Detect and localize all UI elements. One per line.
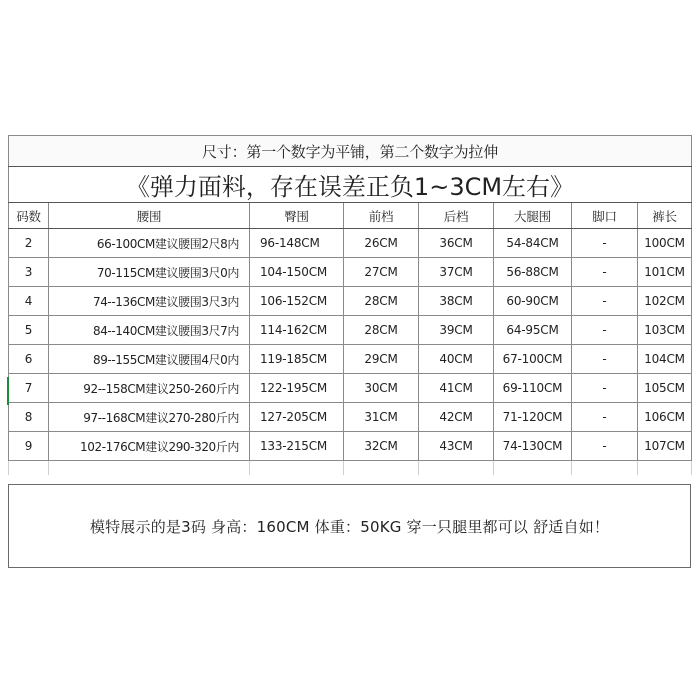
cell-back-rise: 43CM [419, 432, 494, 461]
cell-hem: - [572, 258, 638, 287]
header-size-code: 码数 [9, 203, 49, 229]
cell-length: 100CM [638, 229, 692, 258]
cell-back-rise: 40CM [419, 345, 494, 374]
cell-back-rise: 41CM [419, 374, 494, 403]
cell-front-rise: 29CM [344, 345, 419, 374]
cell-waist: 74--136CM建议腰围3尺3内 [49, 287, 250, 316]
cell-front-rise: 28CM [344, 287, 419, 316]
cell-back-rise: 42CM [419, 403, 494, 432]
header-hip: 臀围 [250, 203, 344, 229]
cell-hip: 133-215CM [250, 432, 344, 461]
table-row [9, 316, 692, 345]
header-hem: 脚口 [572, 203, 638, 229]
cell-selection-marker [7, 377, 9, 405]
cell-thigh: 69-110CM [494, 374, 572, 403]
cell-back-rise: 37CM [419, 258, 494, 287]
cell-hip: 106-152CM [250, 287, 344, 316]
cell-thigh: 64-95CM [494, 316, 572, 345]
cell-length: 103CM [638, 316, 692, 345]
cell-thigh: 74-130CM [494, 432, 572, 461]
cell-thigh: 67-100CM [494, 345, 572, 374]
cell-front-rise: 30CM [344, 374, 419, 403]
cell-hip: 127-205CM [250, 403, 344, 432]
cell-back-rise: 36CM [419, 229, 494, 258]
cell-front-rise: 27CM [344, 258, 419, 287]
cell-length: 107CM [638, 432, 692, 461]
size-chart [8, 135, 691, 475]
cell-length: 102CM [638, 287, 692, 316]
header-back-rise: 后档 [419, 203, 494, 229]
cell-size-code: 8 [9, 403, 49, 432]
cell-waist: 89--155CM建议腰围4尺0内 [49, 345, 250, 374]
cell-waist: 97--168CM建议270-280斤内 [49, 403, 250, 432]
cell-thigh: 54-84CM [494, 229, 572, 258]
size-note-title: 尺寸：第一个数字为平铺，第二个数字为拉伸 [9, 136, 692, 167]
cell-length: 106CM [638, 403, 692, 432]
table-row [9, 374, 692, 403]
cell-size-code: 3 [9, 258, 49, 287]
spacer-cell [638, 461, 692, 476]
cell-thigh: 71-120CM [494, 403, 572, 432]
spacer-row [9, 461, 692, 476]
cell-front-rise: 28CM [344, 316, 419, 345]
cell-thigh: 56-88CM [494, 258, 572, 287]
cell-front-rise: 31CM [344, 403, 419, 432]
cell-hem: - [572, 316, 638, 345]
header-thigh: 大腿围 [494, 203, 572, 229]
cell-hip: 104-150CM [250, 258, 344, 287]
cell-waist: 70-115CM建议腰围3尺0内 [49, 258, 250, 287]
header-length: 裤长 [638, 203, 692, 229]
cell-size-code: 7 [9, 374, 49, 403]
table-row [9, 432, 692, 461]
cell-waist: 92--158CM建议250-260斤内 [49, 374, 250, 403]
cell-front-rise: 26CM [344, 229, 419, 258]
cell-hip: 114-162CM [250, 316, 344, 345]
spacer-cell [419, 461, 494, 476]
cell-front-rise: 32CM [344, 432, 419, 461]
spacer-cell [49, 461, 250, 476]
cell-hem: - [572, 229, 638, 258]
cell-size-code: 5 [9, 316, 49, 345]
spacer-cell [572, 461, 638, 476]
cell-size-code: 6 [9, 345, 49, 374]
header-waist: 腰围 [49, 203, 250, 229]
fabric-tolerance-banner: 《弹力面料，存在误差正负1~3CM左右》 [9, 167, 692, 203]
spacer-cell [344, 461, 419, 476]
cell-length: 105CM [638, 374, 692, 403]
cell-waist: 84--140CM建议腰围3尺7内 [49, 316, 250, 345]
table-row [9, 258, 692, 287]
cell-size-code: 4 [9, 287, 49, 316]
cell-thigh: 60-90CM [494, 287, 572, 316]
spacer-cell [250, 461, 344, 476]
spacer-cell [9, 461, 49, 476]
model-note-text: 模特展示的是3码 身高：160CM 体重：50KG 穿一只腿里都可以 舒适自如！ [89, 517, 610, 536]
table-row [9, 403, 692, 432]
cell-hem: - [572, 374, 638, 403]
cell-hip: 122-195CM [250, 374, 344, 403]
cell-hip: 119-185CM [250, 345, 344, 374]
cell-size-code: 2 [9, 229, 49, 258]
cell-size-code: 9 [9, 432, 49, 461]
cell-back-rise: 39CM [419, 316, 494, 345]
model-note-box [8, 484, 691, 568]
header-front-rise: 前档 [344, 203, 419, 229]
cell-hip: 96-148CM [250, 229, 344, 258]
cell-back-rise: 38CM [419, 287, 494, 316]
cell-hem: - [572, 287, 638, 316]
table-row [9, 229, 692, 258]
size-table [8, 135, 692, 475]
table-row [9, 345, 692, 374]
cell-waist: 102-176CM建议290-320斤内 [49, 432, 250, 461]
cell-waist: 66-100CM建议腰围2尺8内 [49, 229, 250, 258]
cell-length: 101CM [638, 258, 692, 287]
cell-hem: - [572, 432, 638, 461]
cell-length: 104CM [638, 345, 692, 374]
cell-hem: - [572, 345, 638, 374]
header-row [9, 203, 692, 229]
table-row [9, 287, 692, 316]
cell-hem: - [572, 403, 638, 432]
spacer-cell [494, 461, 572, 476]
